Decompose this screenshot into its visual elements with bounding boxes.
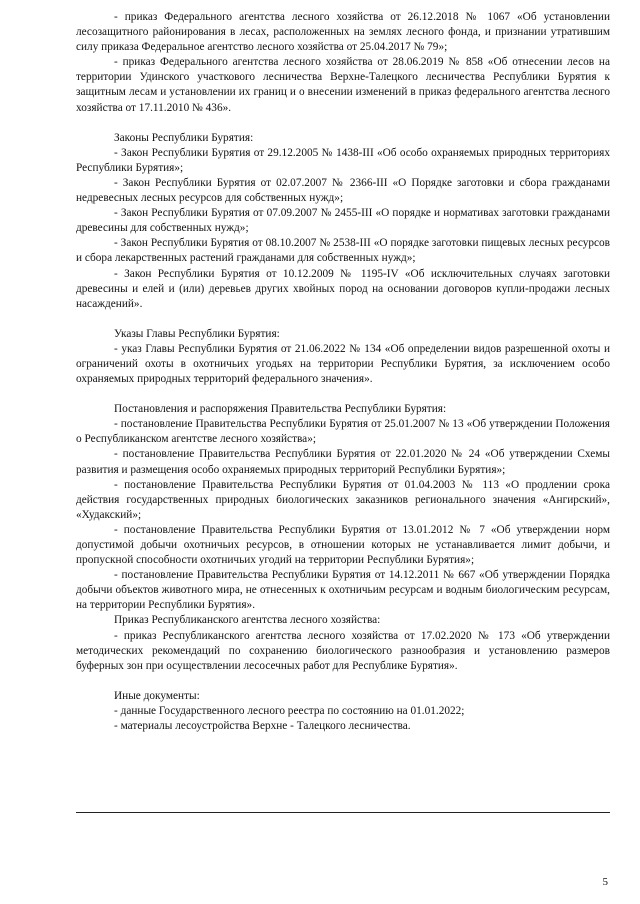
- page-number: 5: [602, 876, 608, 888]
- list-item: - приказ Федерального агентства лесного хозяйства от 26.12.2018 № 1067 «Об установлении лесозащитного районирования в лесах, расположенных на землях лесного фонда, и признании утратившим силу приказа Федеральное агентство лесного хозяйства от 25.04.2017 № 79»;: [76, 11, 610, 54]
- paragraph-gap: [76, 116, 610, 131]
- list-item: - постановление Правительства Республики Бурятия от 01.04.2003 № 113 «О продлении срока действия государственных природных биологических заказников регионального значения «Ангирский», «Худакский»;: [76, 478, 610, 521]
- paragraph-gap: [76, 387, 610, 402]
- list-item: - приказ Республиканского агентства лесного хозяйства от 17.02.2020 № 173 «Об утверждении методических рекомендаций по сохранению биологического разнообразия и установлению размеров буферных зон при осуществлении лесосечных работ для Республике Бурятия».: [76, 629, 610, 672]
- paragraph-gap: [76, 312, 610, 327]
- list-item: - постановление Правительства Республики Бурятия от 14.12.2011 № 667 «Об утверждении Порядка добычи объектов животного мира, не отнесенных к охотничьим ресурсам и водным биологическим ресурсам, на территории Республики Бурятия».: [76, 569, 610, 612]
- footer-divider: [76, 812, 610, 813]
- section-heading: Постановления и распоряжения Правительства Республики Бурятия:: [114, 403, 447, 416]
- list-item: - Закон Республики Бурятия от 07.09.2007 № 2455-III «О порядке и нормативах заготовки гражданами древесины для собственных нужд»;: [76, 207, 610, 235]
- list-item: - Закон Республики Бурятия от 10.12.2009 № 1195-IV «Об исключительных случаях заготовки древесины и елей и (или) деревьев других хвойных пород на основании договоров купли-продажи лесных насаждений».: [76, 267, 610, 310]
- list-item: - Закон Республики Бурятия от 29.12.2005 № 1438-III «Об особо охраняемых природных территориях Республики Бурятия»;: [76, 146, 610, 174]
- list-item: - материалы лесоустройства Верхне - Талецкого лесничества.: [114, 720, 411, 733]
- list-item: - приказ Федерального агентства лесного хозяйства от 28.06.2019 № 858 «Об отнесении лесов на территории Удинского участкового лесничества Верхне-Талецкого лесничества Республики Бурятия к защитным лесам и установлении их границ и о внесении изменений в приказ федерального агентства лесного хозяйства от 17.11.2010 № 436».: [76, 56, 610, 114]
- list-item: - Закон Республики Бурятия от 02.07.2007 № 2366-III «О Порядке заготовки и сбора гражданами недревесных лесных ресурсов для собственных нужд»;: [76, 176, 610, 205]
- list-item: - постановление Правительства Республики Бурятия от 25.01.2007 № 13 «Об утверждении Положения о Республиканском агентстве лесного хозяйства»;: [76, 418, 610, 446]
- list-item: - Закон Республики Бурятия от 08.10.2007 № 2538-III «О порядке заготовки пищевых лесных ресурсов и сбора лекарственных растений гражданами для собственных нужд»;: [76, 237, 610, 265]
- paragraph-gap: [76, 674, 610, 689]
- list-item: - постановление Правительства Республики Бурятия от 22.01.2020 № 24 «Об утверждении Схемы развития и размещения особо охраняемых природных территорий Республики Бурятия»;: [76, 448, 610, 476]
- section-heading: Указы Главы Республики Бурятия:: [114, 327, 280, 340]
- list-item: - постановление Правительства Республики Бурятия от 13.01.2012 № 7 «Об утверждении норм допустимой добычи охотничьих ресурсов, в отношении которых не устанавливается лимит добычи, и пропускной способности охотничьих угодий на территории Республики Бурятия»;: [76, 523, 610, 567]
- document-body: [76, 10, 610, 734]
- list-item: - данные Государственного лесного реестра по состоянию на 01.01.2022;: [114, 704, 465, 717]
- section-heading: Иные документы:: [114, 689, 200, 702]
- section-heading: Приказ Республиканского агентства лесного хозяйства:: [114, 614, 381, 627]
- list-item: - указ Главы Республики Бурятия от 21.06.2022 № 134 «Об определении видов разрешенной охоты и ограничений охоты в охотничьих угодьях на территории Республики Бурятия, за исключением особо охраняемых природных территорий федерального значения».: [76, 342, 610, 386]
- section-heading: Законы Республики Бурятия:: [114, 131, 254, 144]
